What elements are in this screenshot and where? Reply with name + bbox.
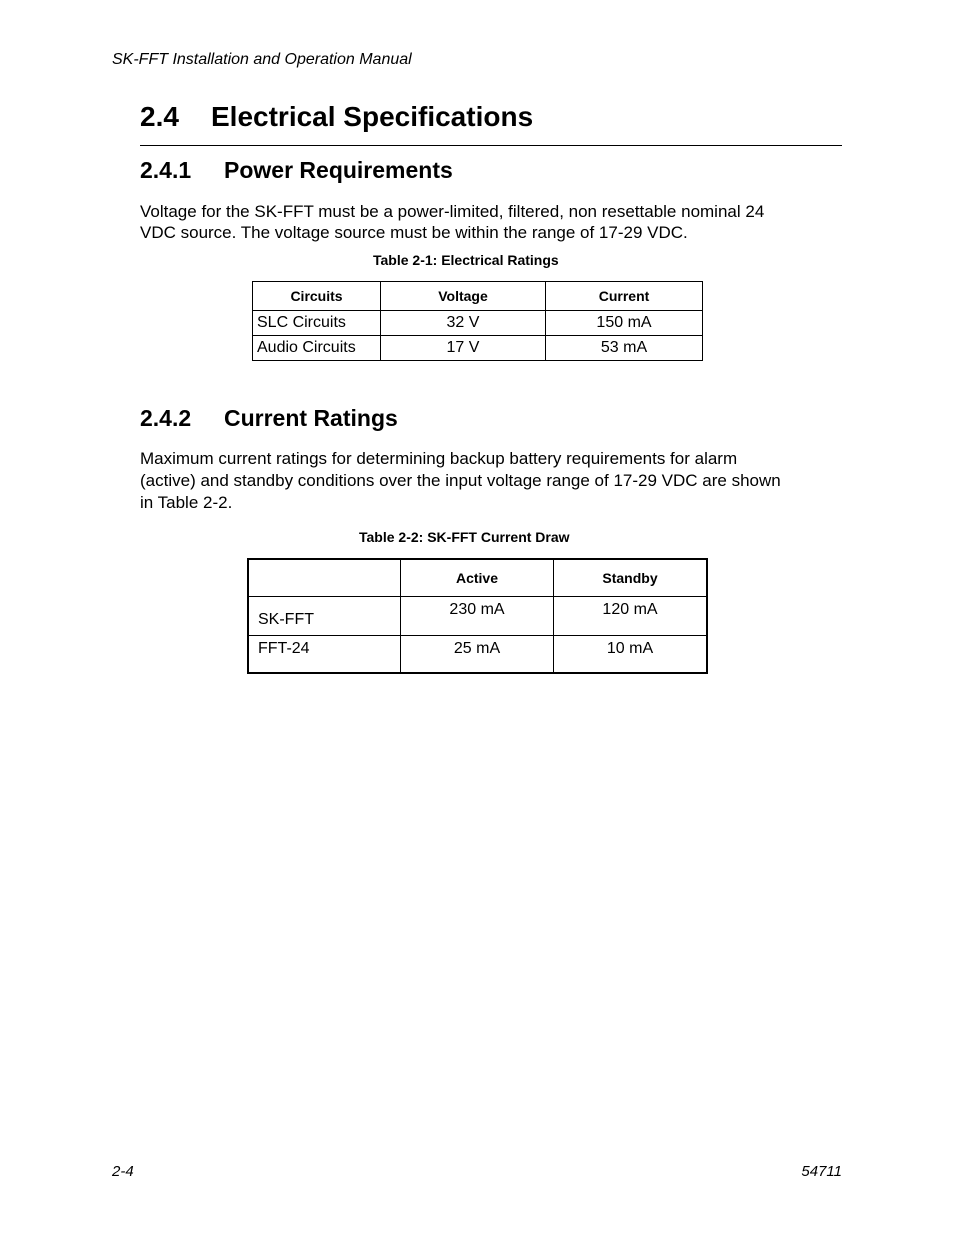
paragraph-line: in Table 2-2. <box>140 493 233 512</box>
table-cell: Audio Circuits <box>253 336 381 361</box>
column-header: Active <box>401 559 554 597</box>
electrical-ratings-table <box>252 281 703 361</box>
column-header: Voltage <box>381 282 546 311</box>
table-cell: SK-FFT <box>248 597 401 636</box>
section-heading <box>140 101 533 133</box>
paragraph-line: Maximum current ratings for determining backup battery requirements for alarm <box>140 449 738 468</box>
table-caption-electrical-ratings: Table 2-1: Electrical Ratings <box>373 252 559 268</box>
table-cell: FFT-24 <box>248 636 401 674</box>
table-cell: 120 mA <box>554 597 708 636</box>
column-header: Circuits <box>253 282 381 311</box>
column-header <box>248 559 401 597</box>
column-header: Standby <box>554 559 708 597</box>
subsection-number: 2.4.1 <box>140 157 192 183</box>
column-header: Current <box>546 282 703 311</box>
table-caption-current-draw: Table 2-2: SK-FFT Current Draw <box>359 529 570 545</box>
subsection-number: 2.4.2 <box>140 405 192 431</box>
section-title: Electrical Specifications <box>211 101 534 132</box>
subsection-title: Current Ratings <box>224 405 398 431</box>
power-requirements-paragraph <box>140 201 845 243</box>
table-cell: 10 mA <box>554 636 708 674</box>
table-header-row <box>253 282 703 311</box>
current-ratings-paragraph <box>140 448 845 514</box>
paragraph-line: VDC source. The voltage source must be within the range of 17-29 VDC. <box>140 223 688 242</box>
footer-page-number: 2-4 <box>112 1163 134 1180</box>
table-cell: 230 mA <box>401 597 554 636</box>
table-row <box>248 636 707 674</box>
table-row <box>248 597 707 636</box>
table-cell: SLC Circuits <box>253 311 381 336</box>
subsection-heading-power <box>140 157 453 184</box>
subsection-heading-current <box>140 405 398 432</box>
paragraph-line: Voltage for the SK-FFT must be a power-limited, filtered, non resettable nominal 24 <box>140 202 765 221</box>
table-cell: 25 mA <box>401 636 554 674</box>
paragraph-line: (active) and standby conditions over the input voltage range of 17-29 VDC are shown <box>140 471 781 490</box>
current-draw-table <box>247 558 708 674</box>
table-cell: 32 V <box>381 311 546 336</box>
footer-document-number: 54711 <box>801 1163 842 1180</box>
table-cell: 17 V <box>381 336 546 361</box>
table-cell: 53 mA <box>546 336 703 361</box>
running-header: SK-FFT Installation and Operation Manual <box>112 51 412 68</box>
table-header-row <box>248 559 707 597</box>
section-number: 2.4 <box>140 101 179 132</box>
table-row <box>253 336 703 361</box>
table-row <box>253 311 703 336</box>
heading-rule <box>140 145 842 146</box>
table-cell: 150 mA <box>546 311 703 336</box>
subsection-title: Power Requirements <box>224 157 453 183</box>
